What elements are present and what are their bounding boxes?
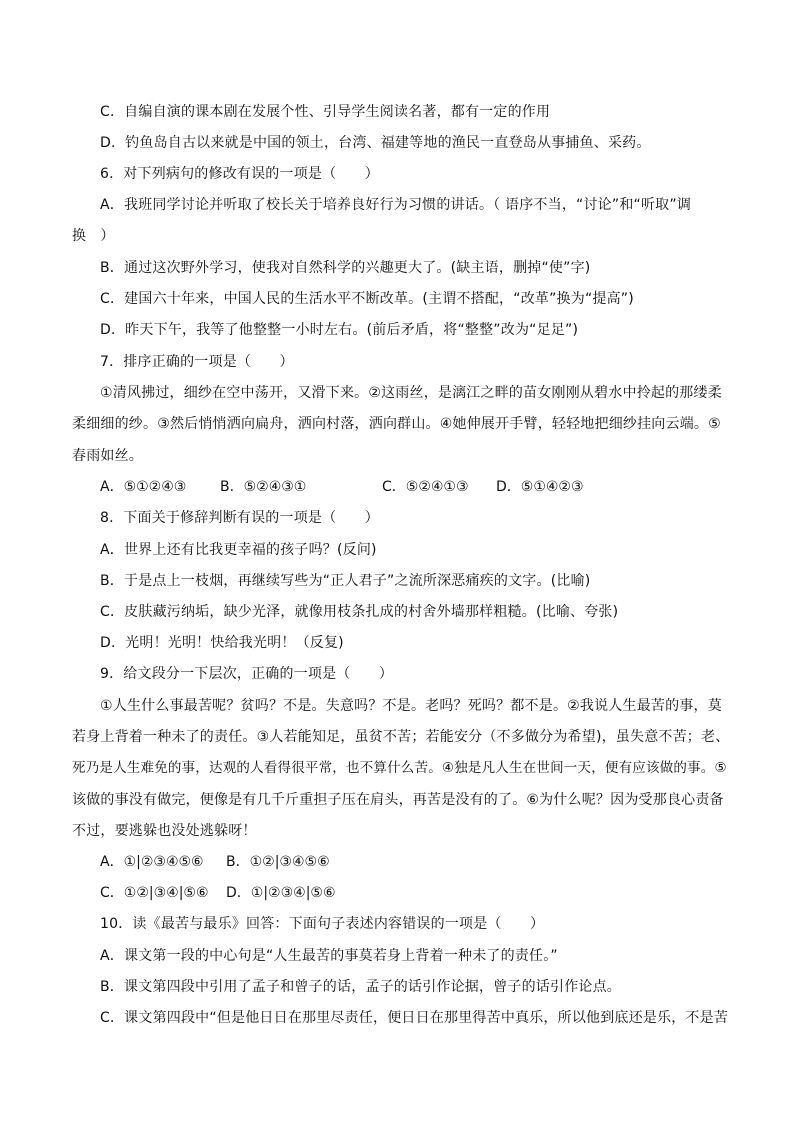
q9-passage-line-2: 若身上背着一种未了的责任。③人若能知足，虽贫不苦；若能安分（不多做分为希望)，虽失意不苦；老、: [72, 729, 730, 745]
q9-passage-line-5: 不过，要逃躲也没处逃躲呀！: [72, 823, 257, 839]
q9-passage-line-3: 死乃是人生难免的事，达观的人看得很平常，也不算什么苦。④独是凡人生在世间一天，便有应该做的事。⑤: [72, 760, 727, 776]
q8-option-a: A．世界上还有比我更幸福的孩子吗？(反问): [100, 542, 377, 558]
q6-option-a-cont: 换 ）: [72, 228, 115, 244]
q10-option-a: A．课文第一段的中心句是“人生最苦的事莫若身上背着一种未了的责任。”: [100, 948, 558, 964]
q9-passage-line-1: ①人生什么事最苦呢？贫吗？不是。失意吗？不是。老吗？死吗？都不是。②我说人生最苦的事，莫: [100, 698, 722, 714]
q8-option-d: D．光明！光明！快给我光明！（反复): [100, 635, 344, 651]
q9-passage-line-4: 该做的事没有做完，便像是有几千斤重担子压在肩头，再苦是没有的了。⑥为什么呢？因为受那良心责备: [72, 792, 724, 808]
q7-option-a: A．⑤①②④③: [100, 479, 187, 495]
q5-option-d: D．钓鱼岛自古以来就是中国的领土，台湾、福建等地的渔民一直登岛从事捕鱼、采药。: [100, 135, 651, 151]
q10-option-c: C．课文第四段中“但是他日日在那里尽责任，便日日在那里得苦中真乐，所以他到底还是乐，不是苦: [100, 1010, 729, 1026]
q6-stem: 6．对下列病句的修改有误的一项是（ ）: [100, 166, 379, 182]
q6-option-b: B．通过这次野外学习，使我对自然科学的兴趣更大了。(缺主语，删掉“使”字): [100, 260, 591, 276]
q6-option-a: A．我班同学讨论并听取了校长关于培养良好行为习惯的讲话。（ 语序不当，“讨论”和“听取”调: [100, 197, 692, 213]
q7-option-b: B．⑤②④③①: [220, 479, 307, 495]
q6-option-c: C．建国六十年来，中国人民的生活水平不断改革。(主谓不搭配，“改革”换为“提高”): [100, 291, 634, 307]
q9-option-b: B．①②|③④⑤⑥: [226, 854, 330, 870]
q10-stem: 10．读《最苦与最乐》回答：下面句子表述内容错误的一项是（ ）: [100, 916, 545, 932]
q5-option-c: C．自编自演的课本剧在发展个性、引导学生阅读名著，都有一定的作用: [100, 104, 551, 120]
q9-stem: 9．给文段分一下层次，正确的一项是（ ）: [100, 666, 394, 682]
q7-option-d: D．⑤①④②③: [496, 479, 584, 495]
q6-option-d: D．昨天下午，我等了他整整一小时左右。(前后矛盾，将“整整”改为“足足”): [100, 322, 579, 338]
q9-option-c: C．①②|③④|⑤⑥: [100, 885, 209, 901]
q9-option-d: D．①|②③④|⑤⑥: [226, 885, 336, 901]
q7-passage-line-3: 春雨如丝。: [72, 448, 143, 464]
q7-passage-line-2: 柔细细的纱。③然后悄悄洒向扁舟，洒向村落，洒向群山。④她伸展开手臂，轻轻地把细纱挂向云端。⑤: [72, 416, 721, 432]
q7-option-c: C．⑤②④①③: [382, 479, 469, 495]
q10-option-b: B．课文第四段中引用了孟子和曾子的话，孟子的话引作论据，曾子的话引作论点。: [100, 979, 622, 995]
q8-stem: 8．下面关于修辞判断有误的一项是（ ）: [100, 510, 379, 526]
q7-passage-line-1: ①清风拂过，细纱在空中荡开，又滑下来。②这雨丝，是漓江之畔的苗女刚刚从碧水中拎起的那缕柔: [100, 385, 722, 401]
q8-option-c: C．皮肤藏污纳垢，缺少光泽，就像用枝条扎成的村舍外墙那样粗糙。(比喻、夸张): [100, 604, 619, 620]
q9-option-a: A．①|②③④⑤⑥: [100, 854, 204, 870]
q7-stem: 7．排序正确的一项是（ ）: [100, 354, 294, 370]
q8-option-b: B．于是点上一枝烟，再继续写些为“正人君子”之流所深恶痛疾的文字。(比喻): [100, 573, 591, 589]
